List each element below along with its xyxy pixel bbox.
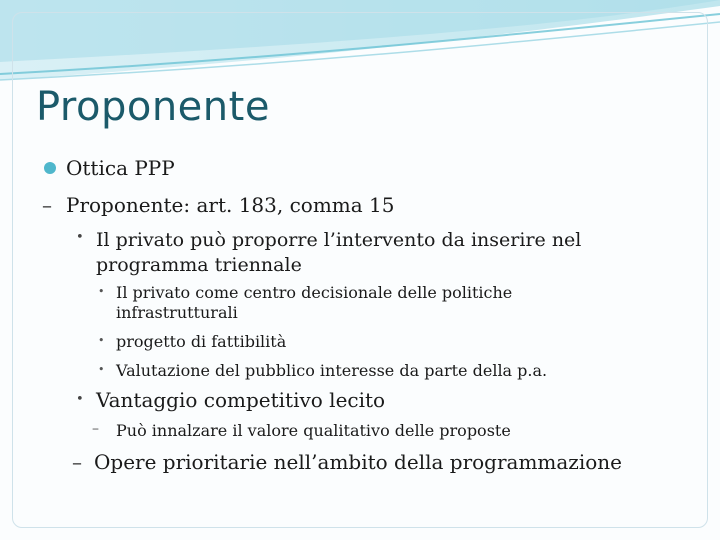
bullet-marker: • — [98, 285, 105, 298]
subitem-vantaggio-competitivo: Vantaggio competitivo lecito — [96, 388, 386, 412]
subitem-valutazione-interesse: Valutazione del pubblico interesse da parte della p.a. — [116, 361, 548, 380]
bullet-ottica-ppp: Ottica PPP — [66, 156, 175, 180]
subitem-centro-decisionale: Il privato come centro decisionale delle politiche infrastrutturali — [116, 283, 513, 322]
slide-title: Proponente — [36, 84, 270, 130]
bullet-marker: • — [76, 230, 84, 245]
subitem-innalzare-valore: Può innalzare il valore qualitativo delle proposte — [116, 421, 511, 440]
dash-marker: – — [42, 193, 52, 217]
bullet-marker: • — [76, 392, 84, 407]
subitem-privato-proporre: Il privato può proporre l’intervento da inserire nel programma triennale — [96, 229, 582, 276]
subitem-proponente-art: Proponente: art. 183, comma 15 — [66, 193, 395, 217]
bullet-marker: • — [98, 334, 105, 347]
bullet-dot-icon — [44, 162, 56, 174]
dash-marker: – — [72, 450, 82, 474]
subitem-opere-prioritarie: Opere prioritarie nell’ambito della programmazione — [94, 450, 622, 474]
bullet-marker: • — [98, 363, 105, 376]
dash-marker: – — [92, 421, 99, 437]
subitem-progetto-fattibilita: progetto di fattibilità — [116, 332, 287, 351]
